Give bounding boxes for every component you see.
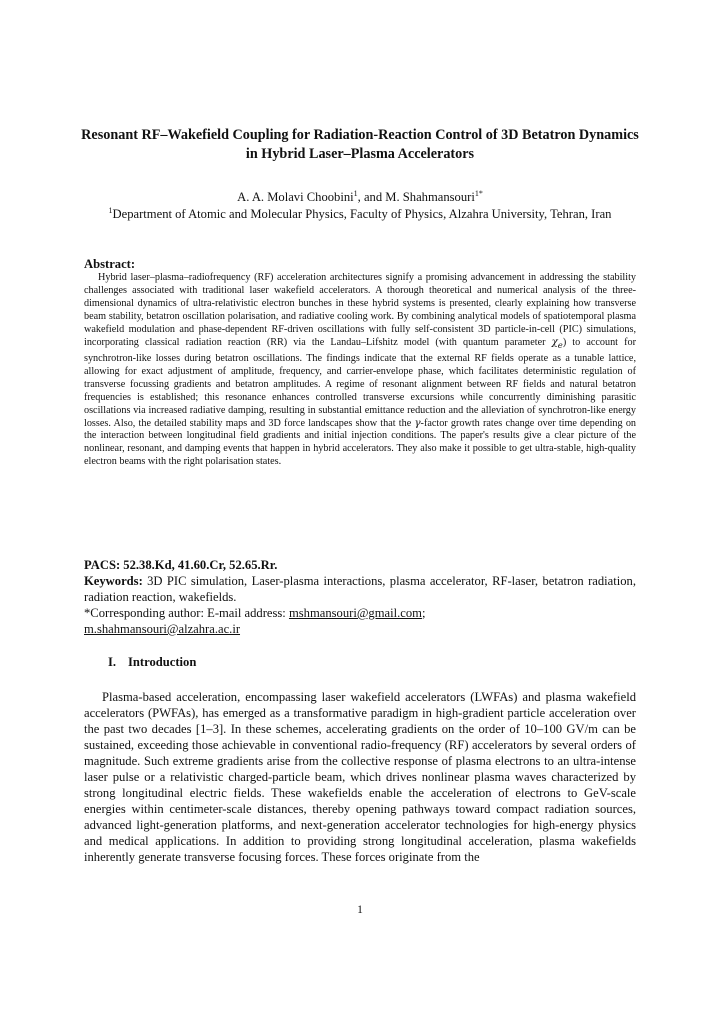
abstract-heading: Abstract: [84,257,136,271]
section-number: I. [108,655,117,669]
chi-symbol [551,336,563,351]
keywords-text: 3D PIC simulation, Laser-plasma interactions, plasma accelerator, RF-laser, betatron radiation, radiation reaction, wakefields. [84,574,636,604]
affiliation-mark: 1 [108,205,113,215]
abstract-text-part-1: Hybrid laser–plasma–radiofrequency (RF) acceleration architectures signify a promising advancement in addressing the stability challenges associated with traditional laser wakefield accelerators. A thorough theoretical and numerical analysis of the three-dimensional dynamics of ultra-relativistic electron bunches in these hybrid systems is presented, clearly explaining how transverse beam stability, betatron oscillation polarisation, and radiative cooling work. By combining analytical models of spatiotemporal plasma wakefield modulation and phase-dependent RF-driven oscillations with fully self-consistent 3D particle-in-cell (PIC) simulations, incorporating classical radiation reaction (RR) via the Landau–Lifshitz model (with quantum parameter [84,272,636,348]
abstract-text-part-3: -factor growth rates change over time depending on the interaction between longitudinal field gradients and initial injection conditions. The paper's results give a clear picture of the nonlinear, resonant, and damping events that happen in hybrid accelerators. They also make it possible to get ultra-stable, high-quality electron beams with the right polarisation states. [84,417,637,468]
abstract-body [84,272,636,469]
affiliation [80,206,640,223]
abstract-text-part-2: ) to account for synchrotron-like losses during betatron oscillations. The findings indicate that the external RF fields operate as a tunable lattice, allowing for exact adjustment of amplitude, frequency, and carrier-envelope phase, which facilitates deterministic regulation of transverse focussing gradients and betatron amplitudes. A regime of resonant alignment between RF fields and natural betatron frequencies is established; this resonance enhances controlled transverse excursions while concurrently diminishing parasitic oscillations via increased radiative damping, resulting in substantial emittance reduction and the alleviation of synchrotron-like energy losses. Also, the detailed stability maps and 3D force landscapes show that the [84,336,636,429]
chi-letter: χ [551,336,558,348]
author-1-affiliation-mark: 1 [353,188,358,198]
keywords-line [84,574,636,606]
author-2-name: M. Shahmansouri [385,190,475,204]
keywords-label: Keywords: [84,574,143,588]
author-line [80,189,640,206]
paper-title: Resonant RF–Wakefield Coupling for Radiation-Reaction Control of 3D Betatron Dynamics in Hybrid Laser–Plasma Accelerators [81,127,639,162]
section-title: Introduction [128,655,197,669]
corresponding-author [84,606,636,638]
email-link-gmail[interactable]: mshmansouri@gmail.com [288,606,422,620]
affiliation-text: Department of Atomic and Molecular Physics, Faculty of Physics, Alzahra University, Tehran, Iran [112,207,612,221]
email-link-alzahra[interactable]: m.shahmansouri@alzahra.ac.ir [84,621,241,636]
chi-subscript: e [557,340,563,351]
corresponding-prefix: *Corresponding author: E-mail address: [84,606,289,620]
email-separator: ; [421,606,426,620]
page-number: 1 [357,904,363,916]
author-separator: , and [357,190,386,204]
gamma-symbol: γ [414,417,421,429]
introduction-paragraph: Plasma-based acceleration, encompassing laser wakefield accelerators (LWFAs) and plasma wakefield accelerators (PWFAs), has emerged as a transformative paradigm in high-gradient particle acceleration over the past two decades [1–3]. In these schemes, accelerating gradients on the order of 10–100 GV/m can be sustained, exceeding those achievable in conventional radio-frequency (RF) accelerators by several orders of magnitude. Such extreme gradients arise from the collective response of plasma electrons to an ultra-intense laser pulse or a relativistic charged-particle beam, which drives nonlinear plasma waves characterized by strong longitudinal electric fields. These wakefields enable the acceleration of electrons to GeV-scale energies within centimeter-scale distances, thereby opening pathways toward compact radiation sources, advanced light-generation platforms, and next-generation accelerator technologies for high-energy physics and medical applications. In addition to providing strong longitudinal acceleration, plasma wakefields inherently generate transverse focusing forces. These forces originate from the [84,690,636,865]
author-1-name: A. A. Molavi Choobini [237,190,354,204]
author-2-affiliation-mark: 1* [474,188,483,198]
section-heading-introduction [108,654,196,670]
pacs-line: PACS: 52.38.Kd, 41.60.Cr, 52.65.Rr. [84,558,278,572]
